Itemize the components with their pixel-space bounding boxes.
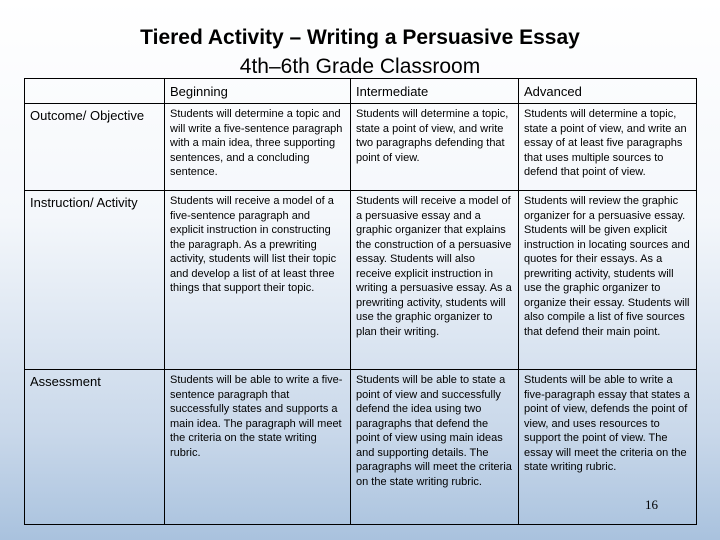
table-cell: Students will determine a topic, state a point of view, and write an essay of at least five paragraphs that uses multiple sources to defend that point of view. bbox=[519, 104, 697, 191]
slide-subtitle: 4th–6th Grade Classroom bbox=[239, 55, 481, 78]
table-cell: Students will be able to state a point of view and successfully defend the idea using two paragraphs that defend the point of view using main ideas and supporting details. The paragraphs will meet the criteria on the state writing rubric. bbox=[351, 370, 519, 525]
table-row-assessment bbox=[25, 370, 697, 525]
header-cell-beginning: Beginning bbox=[165, 79, 351, 104]
table-cell: Students will be able to write a five-paragraph essay that states a point of view, defends the point of view, and uses resources to support the point of view. The essay will meet the criteria on the state writing rubric. bbox=[519, 370, 697, 525]
header-cell-intermediate: Intermediate bbox=[351, 79, 519, 104]
table-row-instruction bbox=[25, 191, 697, 370]
row-label-outcome: Outcome/ Objective bbox=[25, 104, 165, 191]
table-row-outcome bbox=[25, 104, 697, 191]
table-cell: Students will be able to write a five-sentence paragraph that successfully states and supports a main idea. The paragraph will meet the criteria on the state writing rubric. bbox=[165, 370, 351, 525]
header-cell-advanced: Advanced bbox=[519, 79, 697, 104]
header-cell-blank bbox=[25, 79, 165, 104]
table-cell: Students will determine a topic and will write a five-sentence paragraph with a main idea, three supporting sentences, and a concluding sentence. bbox=[165, 104, 351, 191]
table-cell: Students will review the graphic organizer for a persuasive essay. Students will be given explicit instruction in locating sources and quotes for their essays. As a prewriting activity, students will use the graphic organizer to organize their essay. Students will also compile a list of five sources that defend their main point. bbox=[519, 191, 697, 370]
tiered-activity-table bbox=[24, 78, 697, 525]
row-label-instruction: Instruction/ Activity bbox=[25, 191, 165, 370]
page-number: 16 bbox=[645, 497, 658, 512]
table-cell: Students will determine a topic, state a point of view, and write two paragraphs defending that point of view. bbox=[351, 104, 519, 191]
table-cell: Students will receive a model of a five-sentence paragraph and explicit instruction in constructing the paragraph. As a prewriting activity, students will list their topic and develop a list of at least three things that support their topic. bbox=[165, 191, 351, 370]
slide-title: Tiered Activity – Writing a Persuasive Essay bbox=[140, 26, 580, 49]
table-cell: Students will receive a model of a persuasive essay and a graphic organizer that explains the construction of a persuasive essay. Students will also receive explicit instruction in writing a persuasive essay. As a prewriting activity, students will use the graphic organizer to plan their writing. bbox=[351, 191, 519, 370]
header-row bbox=[25, 79, 697, 104]
row-label-assessment: Assessment bbox=[25, 370, 165, 525]
